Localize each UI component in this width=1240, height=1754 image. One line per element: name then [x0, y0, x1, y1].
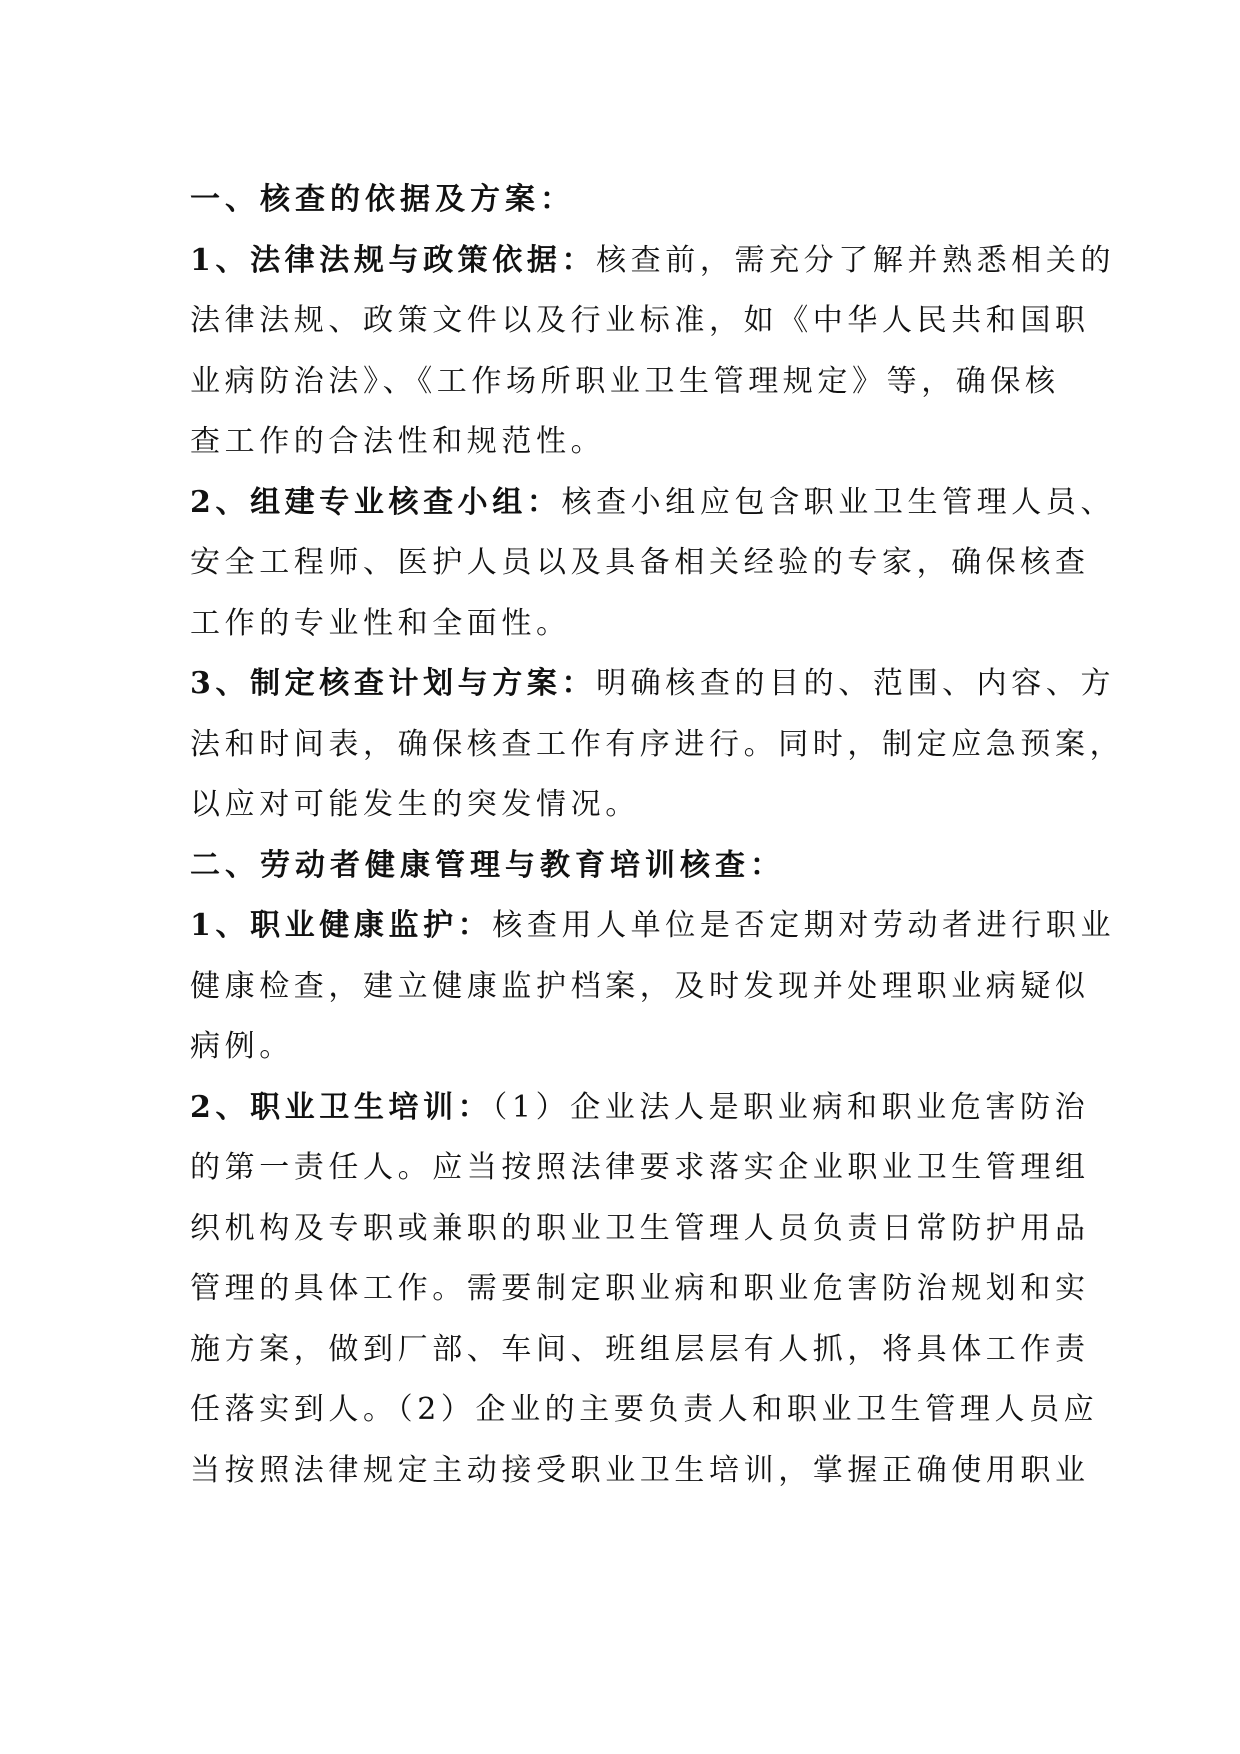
- item-label: 2、职业卫生培训：: [190, 1089, 493, 1125]
- paragraph-line: [190, 1078, 1090, 1139]
- item-label: 3、制定核查计划与方案：: [190, 666, 597, 701]
- item-label: 2、组建专业核查小组：: [190, 484, 562, 520]
- paragraph-line: 织机构及专职或兼职的职业卫生管理人员负责日常防护用品: [190, 1210, 1090, 1246]
- section-2-heading: 二、劳动者健康管理与教育培训核查：: [190, 847, 785, 883]
- document-page: [190, 170, 1125, 1501]
- item-label: 1、法律法规与政策依据：: [190, 242, 597, 278]
- item-text: 明确核查的目的、范围、内容、方: [596, 666, 1116, 701]
- paragraph-line: 业病防治法》、《工作场所职业卫生管理规定》等，确保核: [190, 363, 1060, 399]
- paragraph-line: 管理的具体工作。需要制定职业病和职业危害防治规划和实: [190, 1271, 1090, 1306]
- item-text: 核查用人单位是否定期对劳动者进行职业: [492, 908, 1116, 943]
- paragraph-line: [190, 654, 1116, 715]
- item-text: 核查小组应包含职业卫生管理人员、: [561, 484, 1116, 520]
- paragraph-line: 以应对可能发生的突发情况。: [190, 787, 640, 822]
- paragraph-line: 当按照法律规定主动接受职业卫生培训，掌握正确使用职业: [190, 1452, 1090, 1488]
- paragraph-line: 法律法规、政策文件以及行业标准，如《中华人民共和国职: [190, 303, 1090, 338]
- paragraph-line: 查工作的合法性和规范性。: [190, 424, 606, 459]
- paragraph-line: 施方案，做到厂部、车间、班组层层有人抓，将具体工作责: [190, 1331, 1090, 1367]
- paragraph-line: 安全工程师、医护人员以及具备相关经验的专家，确保核查: [190, 545, 1090, 580]
- section-1-heading: 一、核查的依据及方案：: [190, 182, 575, 217]
- paragraph-line: [190, 896, 1116, 957]
- paragraph-line: 法和时间表，确保核查工作有序进行。同时，制定应急预案，: [190, 726, 1125, 762]
- paragraph-line: 的第一责任人。应当按照法律要求落实企业职业卫生管理组: [190, 1150, 1090, 1185]
- paragraph-line: 任落实到人。（2）企业的主要负责人和职业卫生管理人员应: [190, 1392, 1099, 1427]
- paragraph-line: 工作的专业性和全面性。: [190, 605, 571, 641]
- item-text: 核查前，需充分了解并熟悉相关的: [596, 242, 1116, 278]
- item-label: 1、职业健康监护：: [190, 908, 493, 943]
- paragraph-line: 健康检查，建立健康监护档案，及时发现并处理职业病疑似: [190, 968, 1090, 1004]
- paragraph-line: [190, 473, 1116, 534]
- item-text: （1）企业法人是职业病和职业危害防治: [492, 1089, 1090, 1125]
- paragraph-line: [190, 231, 1116, 292]
- paragraph-line: 病例。: [190, 1029, 294, 1064]
